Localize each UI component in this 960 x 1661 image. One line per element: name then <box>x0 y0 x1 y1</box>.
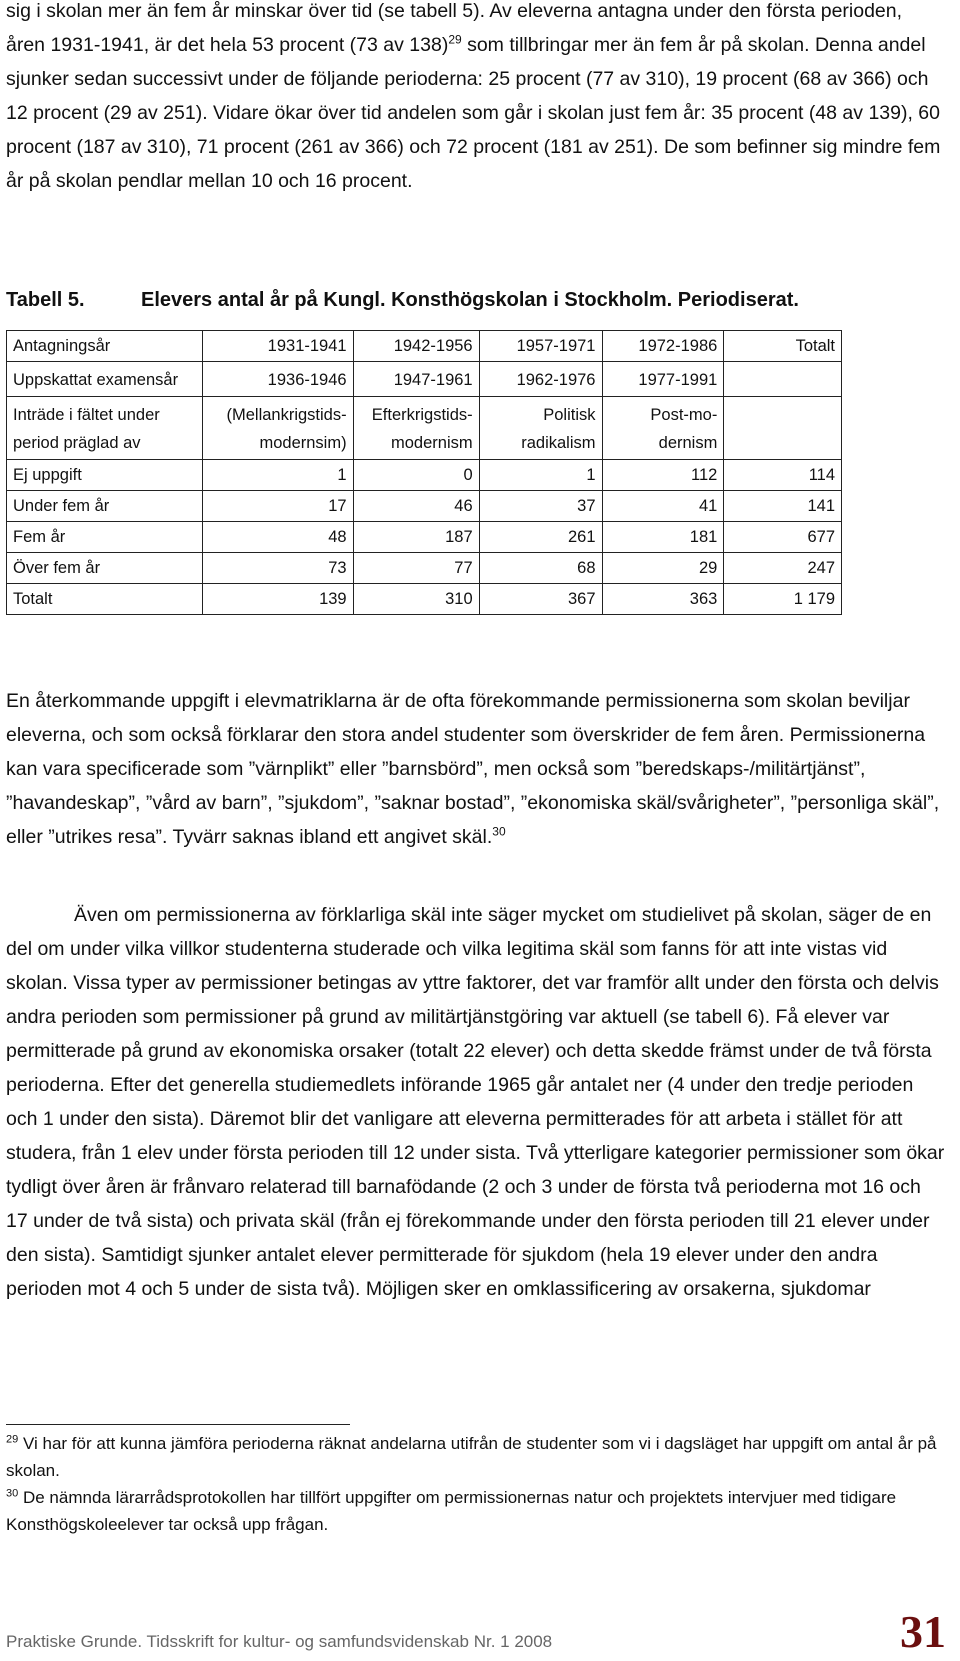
table-cell: 1947-1961 <box>353 362 479 397</box>
table-row <box>7 553 842 584</box>
footnote-ref-30[interactable]: 30 <box>492 824 506 839</box>
table-cell: 112 <box>602 460 724 491</box>
table-row <box>7 397 842 460</box>
data-table <box>6 330 842 615</box>
paragraph-permissions-text: En återkommande uppgift i elevmatriklarna är de ofta förekommande permissionerna som skolan beviljar eleverna, och som också förklarar den stora andel studenter som överskrider de fem åren. Permissionerna kan vara specificerade som ”värnplikt” eller ”barnsbörd”, men också som ”beredskaps-/militärtjänst”, ”havandeskap”, ”vård av barn”, ”sjukdom”, ”saknar bostad”, ”ekonomiska skäl/svårigheter”, ”personliga skäl”, eller ”utrikes resa”. Tyvärr saknas ibland ett angivet skäl. <box>6 690 940 848</box>
row-label: Ej uppgift <box>7 460 203 491</box>
footnote-number: 30 <box>6 1487 19 1500</box>
table-row <box>7 460 842 491</box>
table-cell: 48 <box>203 522 353 553</box>
table-cell: 114 <box>724 460 842 491</box>
paragraph-intro <box>6 0 946 198</box>
header-cell: 1942-1956 <box>353 331 479 362</box>
table-cell: 68 <box>479 553 602 584</box>
table-row <box>7 362 842 397</box>
table-row <box>7 522 842 553</box>
table-cell: 1977-1991 <box>602 362 724 397</box>
table-title: Elevers antal år på Kungl. Konsthögskolan i Stockholm. Periodiserat. <box>141 289 799 311</box>
table-cell: 17 <box>203 491 353 522</box>
header-cell: 1931-1941 <box>203 331 353 362</box>
row-label: Över fem år <box>7 553 203 584</box>
table-row <box>7 584 842 615</box>
paragraph-permissions <box>6 684 946 854</box>
paragraph-intro-text: sig i skolan mer än fem år minskar över tid (se tabell 5). Av eleverna antagna under den första perioden, åren 1931-1941, är det hela 53 procent (73 av 138) <box>6 0 903 56</box>
row-label: Fem år <box>7 522 203 553</box>
table-number: Tabell 5. <box>6 289 85 311</box>
table-cell: 1 <box>479 460 602 491</box>
footnote-number: 29 <box>6 1433 19 1446</box>
table-cell: 310 <box>353 584 479 615</box>
table-cell: 139 <box>203 584 353 615</box>
table-cell: Politisk radikalism <box>479 397 602 460</box>
table-cell: 0 <box>353 460 479 491</box>
page-number: 31 <box>900 1606 946 1657</box>
header-cell: 1957-1971 <box>479 331 602 362</box>
row-label: Uppskattat examensår <box>7 362 203 397</box>
header-cell: 1972-1986 <box>602 331 724 362</box>
footnote-30 <box>6 1484 946 1538</box>
table-cell: 37 <box>479 491 602 522</box>
table-cell: 1 179 <box>724 584 842 615</box>
row-label: Totalt <box>7 584 203 615</box>
row-label: Under fem år <box>7 491 203 522</box>
table-cell: 29 <box>602 553 724 584</box>
footnote-divider <box>6 1424 350 1425</box>
table-cell: 41 <box>602 491 724 522</box>
footnote-text: De nämnda lärarrådsprotokollen har tillfört uppgifter om permissionernas natur och projektets intervjuer med tidigare Konsthögskoleelever tar också upp frågan. <box>6 1488 897 1534</box>
paragraph-intro-rest: som tillbringar mer än fem år på skolan. Denna andel sjunker sedan successivt under de följande perioderna: 25 procent (77 av 310), 19 procent (68 av 366) och 12 procent (29 av 251). Vidare ökar över tid andelen som går i skolan just fem år: 35 procent (48 av 139), 60 procent (187 av 310), 71 procent (261 av 366) och 72 procent (181 av 251). De som befinner sig mindre fem år på skolan pendlar mellan 10 och 16 procent. <box>6 34 941 192</box>
table-row <box>7 491 842 522</box>
paragraph-analysis: Även om permissionerna av förklarliga skäl inte säger mycket om studielivet på skolan, säger de en del om under vilka villkor studenterna studerade och vilka legitima skäl som fanns för att inte vistas vid skolan. Vissa typer av permissioner betingas av yttre faktorer, det var framför allt under den första och delvis andra perioden som permissioner på grund av militärtjänstgöring var aktuell (se tabell 6). Få elever var permitterade på grund av ekonomiska orsaker (totalt 22 elever) och detta skedde främst under de två första perioderna. Efter det generella studiemedlets införande 1965 går antalet ner (4 under den tredje perioden och 1 under den sista). Däremot blir det vanligare att eleverna permitterades för att arbeta i stället för att studera, från 1 elev under första perioden till 12 under sista. Två ytterligare kategorier permissioner som ökar tydligt över åren är frånvaro relaterad till barnafödande (2 och 3 under de första två perioderna mot 16 och 17 under de två sista) och privata skäl (från ej förekommande under den första perioden till 21 elever under den sista). Samtidigt sjunker antalet elever permitterade för sjukdom (hela 19 elever under den andra perioden mot 4 och 5 under de sista två). Möjligen sker en omklassificering av orsakerna, sjukdomar <box>6 904 945 1300</box>
table-cell: 77 <box>353 553 479 584</box>
table-cell: 677 <box>724 522 842 553</box>
footnote-text: Vi har för att kunna jämföra perioderna räknat andelarna utifrån de studenter som vi i dagsläget har uppgift om antal år på skolan. <box>6 1434 937 1480</box>
table-caption <box>6 289 799 312</box>
footnote-ref-29[interactable]: 29 <box>448 32 462 47</box>
table-cell: 181 <box>602 522 724 553</box>
table-cell: 187 <box>353 522 479 553</box>
header-cell: Totalt <box>724 331 842 362</box>
table-cell: 1962-1976 <box>479 362 602 397</box>
table-cell: 247 <box>724 553 842 584</box>
footnote-29 <box>6 1430 946 1484</box>
journal-footer: Praktiske Grunde. Tidsskrift for kultur- og samfundsvidenskab Nr. 1 2008 <box>6 1632 553 1651</box>
table-cell: (Mellankrigstids-modernsim) <box>203 397 353 460</box>
table-cell: 1 <box>203 460 353 491</box>
table-cell: 46 <box>353 491 479 522</box>
table-cell <box>724 397 842 460</box>
table-cell: Efterkrigstids-modernism <box>353 397 479 460</box>
table-cell: 261 <box>479 522 602 553</box>
table-header-row <box>7 331 842 362</box>
table-cell: 73 <box>203 553 353 584</box>
table-cell: 367 <box>479 584 602 615</box>
table-cell: 141 <box>724 491 842 522</box>
header-cell: Antagningsår <box>7 331 203 362</box>
row-label: Inträde i fältet under period präglad av <box>7 397 203 460</box>
table-cell: 1936-1946 <box>203 362 353 397</box>
table-cell <box>724 362 842 397</box>
table-cell: 363 <box>602 584 724 615</box>
table-cell: Post-mo-dernism <box>602 397 724 460</box>
